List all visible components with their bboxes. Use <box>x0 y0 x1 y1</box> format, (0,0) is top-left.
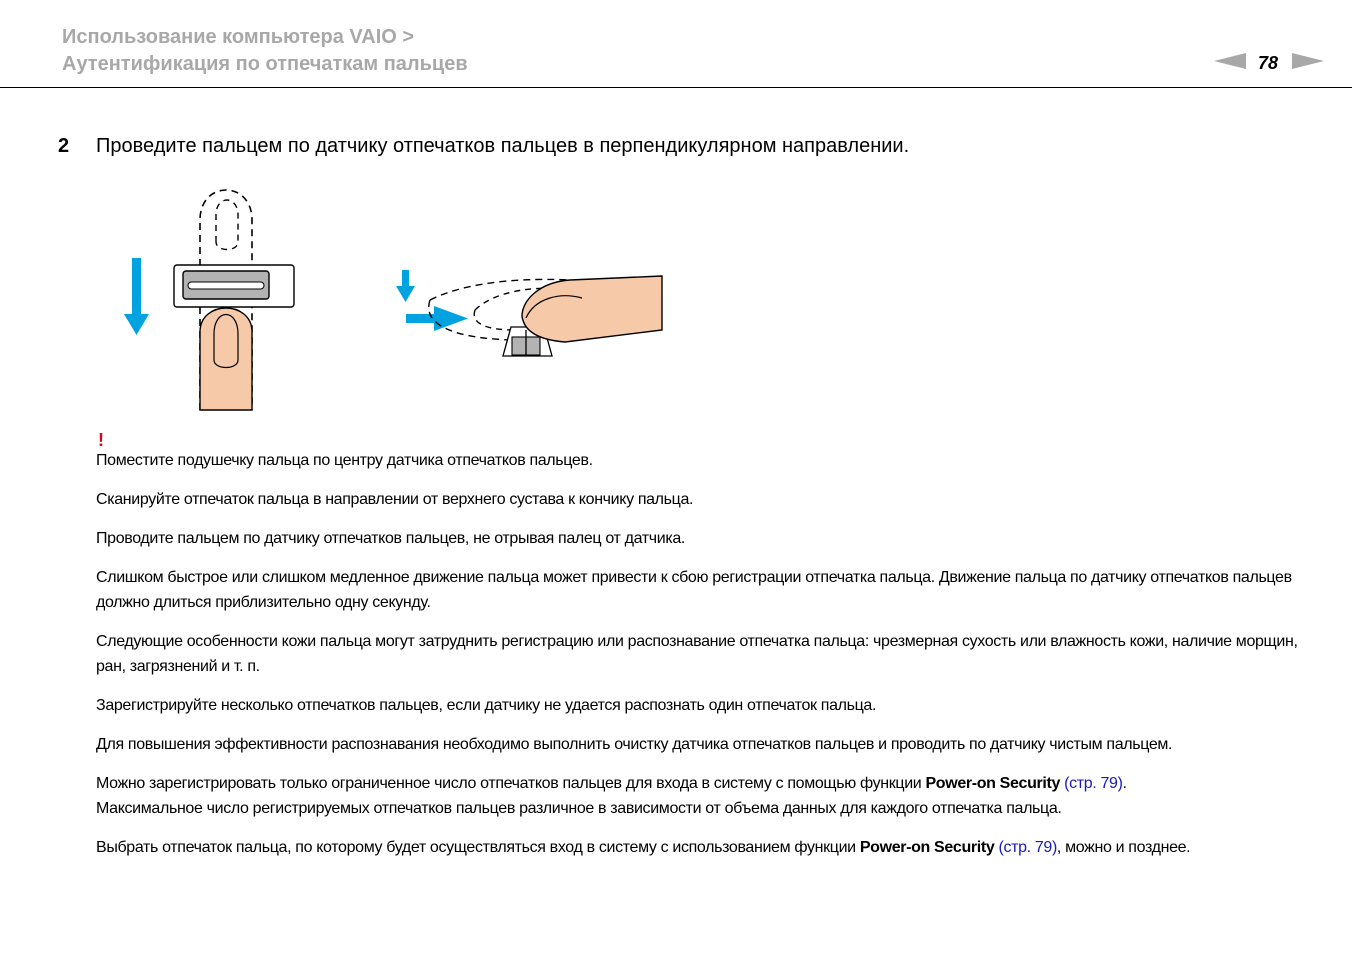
swipe-direction-arrow-icon <box>132 258 141 318</box>
note-item: Проводите пальцем по датчику отпечатков пальцев, не отрывая палец от датчика. <box>96 530 685 547</box>
note-item: Слишком быстрое или слишком медленное движение пальца может привести к сбою регистрации отпечатка пальца. Движение пальца по датчику отпечатков пальцев должно длиться приблизительно одну секунду. <box>96 569 1292 611</box>
step-number: 2 <box>58 135 70 157</box>
side-view-swipe-diagram <box>396 270 662 356</box>
page-header-title <box>62 24 468 78</box>
fingerprint-swipe-illustration <box>120 180 680 412</box>
page-number: 78 <box>1257 52 1278 73</box>
note-text: Можно зарегистрировать только ограниченное число отпечатков пальцев для входа в систему с помощью функции <box>96 775 926 792</box>
notes-block <box>96 430 1306 874</box>
note-text: . <box>1122 775 1127 792</box>
note-item <box>96 835 1306 860</box>
step-text: Проведите пальцем по датчику отпечатков пальцев в перпендикулярном направлении. <box>96 135 910 157</box>
note-text: , можно и позднее. <box>1056 839 1191 856</box>
breadcrumb-topic: Аутентификация по отпечаткам пальцев <box>62 53 468 75</box>
note-item: Для повышения эффективности распознавания необходимо выполнить очистку датчика отпечатков пальцев и проводить по датчику чистым пальцем. <box>96 736 1173 753</box>
note-item: Зарегистрируйте несколько отпечатков пальцев, если датчику не удается распознать один отпечаток пальца. <box>96 697 877 714</box>
note-item: Поместите подушечку пальца по центру датчика отпечатков пальцев. <box>96 452 593 469</box>
feature-name: Power-on Security <box>925 775 1061 792</box>
breadcrumb-section: Использование компьютера VAIO > <box>62 26 415 48</box>
page-link[interactable]: (стр. 79) <box>998 839 1057 856</box>
swipe-right-arrow-icon <box>434 306 468 331</box>
note-text: Максимальное число регистрируемых отпечатков пальцев различное в зависимости от объема данных для каждого отпечатка пальца. <box>96 800 1062 817</box>
note-item <box>96 771 1306 821</box>
header-divider <box>0 87 1352 88</box>
top-view-swipe-diagram <box>124 190 294 410</box>
page-link[interactable]: (стр. 79) <box>1064 775 1123 792</box>
note-item: Следующие особенности кожи пальца могут затруднить регистрацию или распознавание отпечатка пальца: чрезмерная сухость или влажность кожи, наличие морщин, ран, загрязнений и т. п. <box>96 633 1298 675</box>
note-item: Сканируйте отпечаток пальца в направлении от верхнего сустава к кончику пальца. <box>96 491 694 508</box>
page-navigation <box>1214 50 1324 76</box>
step-instruction <box>58 132 909 160</box>
feature-name: Power-on Security <box>859 839 995 856</box>
warning-icon: ! <box>98 430 104 450</box>
press-arrow-icon <box>396 286 415 302</box>
note-text: Выбрать отпечаток пальца, по которому будет осуществляться вход в систему с использованием функции <box>96 839 860 856</box>
next-page-arrow-icon[interactable] <box>1292 53 1324 74</box>
prev-page-arrow-icon[interactable] <box>1214 53 1246 74</box>
